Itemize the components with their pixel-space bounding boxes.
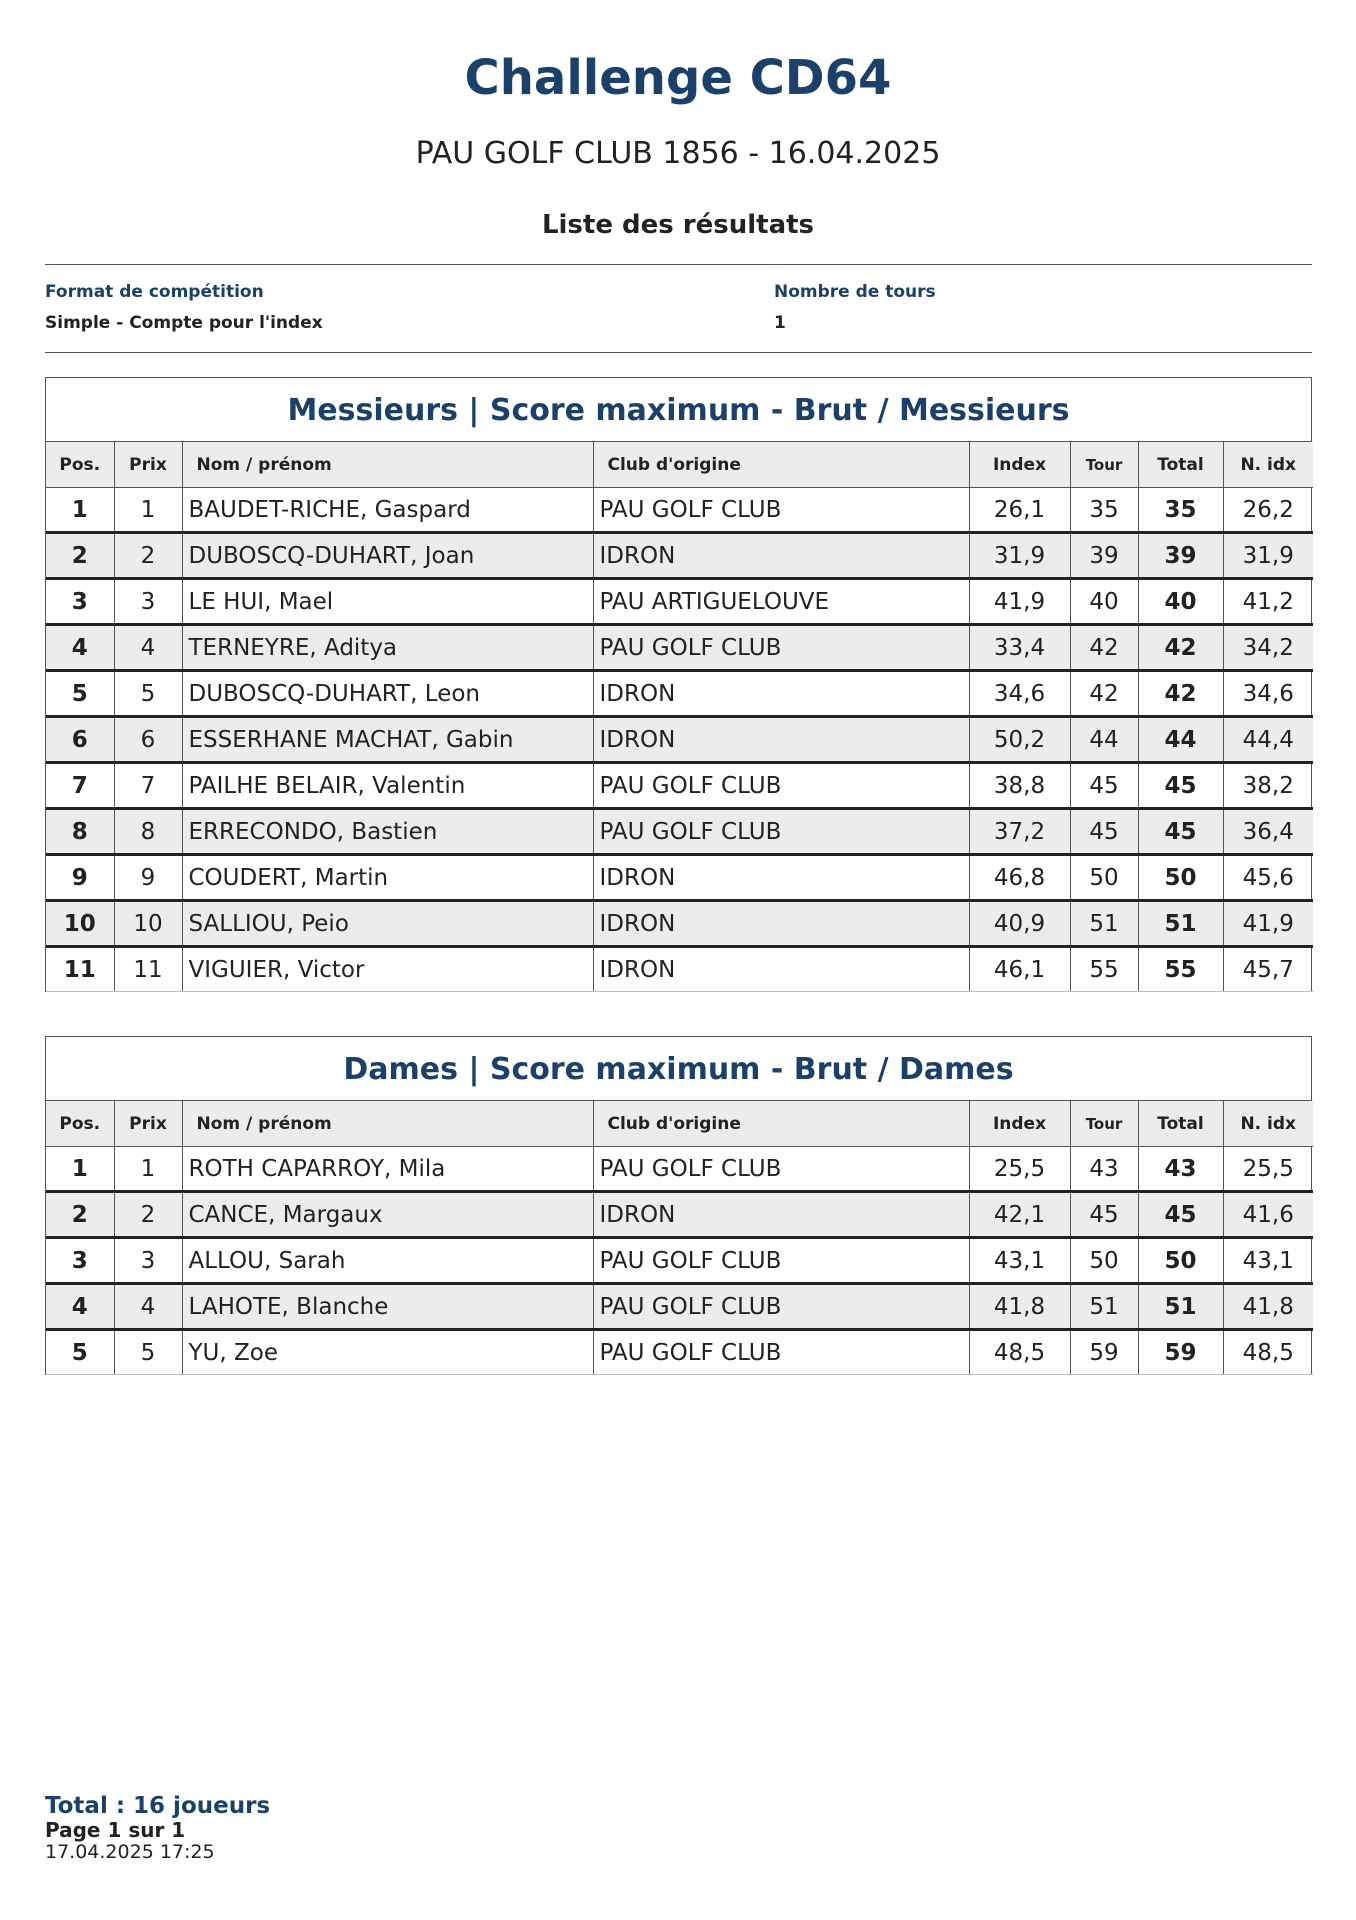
- cell-total: 45: [1138, 763, 1223, 809]
- cell-total: 51: [1138, 901, 1223, 947]
- table-row: [46, 947, 1313, 992]
- cell-tour: 43: [1070, 1147, 1138, 1192]
- cell-pos: 6: [46, 717, 114, 763]
- col-total: Total: [1138, 1101, 1223, 1147]
- table-row: [46, 533, 1313, 579]
- cell-name: PAILHE BELAIR, Valentin: [182, 763, 593, 809]
- cell-nidx: 45,7: [1223, 947, 1313, 992]
- cell-index: 46,8: [969, 855, 1070, 901]
- cell-prix: 7: [114, 763, 182, 809]
- cell-prix: 3: [114, 1238, 182, 1284]
- cell-total: 35: [1138, 488, 1223, 533]
- table-row: [46, 579, 1313, 625]
- cell-index: 40,9: [969, 901, 1070, 947]
- col-name: Nom / prénom: [182, 1101, 593, 1147]
- cell-tour: 45: [1070, 763, 1138, 809]
- cell-total: 42: [1138, 671, 1223, 717]
- cell-index: 25,5: [969, 1147, 1070, 1192]
- cell-prix: 2: [114, 533, 182, 579]
- cell-club: IDRON: [593, 671, 969, 717]
- cell-index: 37,2: [969, 809, 1070, 855]
- cell-name: COUDERT, Martin: [182, 855, 593, 901]
- cell-tour: 45: [1070, 1192, 1138, 1238]
- cell-index: 26,1: [969, 488, 1070, 533]
- col-index: Index: [969, 1101, 1070, 1147]
- cell-tour: 42: [1070, 625, 1138, 671]
- cell-nidx: 41,6: [1223, 1192, 1313, 1238]
- cell-club: PAU GOLF CLUB: [593, 763, 969, 809]
- cell-pos: 1: [46, 488, 114, 533]
- results-section-messieurs: [45, 377, 1312, 992]
- cell-prix: 11: [114, 947, 182, 992]
- cell-nidx: 36,4: [1223, 809, 1313, 855]
- page-title: Challenge CD64: [464, 50, 892, 106]
- cell-name: YU, Zoe: [182, 1330, 593, 1375]
- event-subtitle: PAU GOLF CLUB 1856 - 16.04.2025: [415, 136, 941, 171]
- cell-pos: 4: [46, 1284, 114, 1330]
- format-value: Simple - Compte pour l'index: [45, 313, 323, 333]
- cell-pos: 3: [46, 1238, 114, 1284]
- col-club: Club d'origine: [593, 1101, 969, 1147]
- footer-date: 17.04.2025 17:25: [45, 1841, 215, 1863]
- cell-prix: 1: [114, 1147, 182, 1192]
- cell-pos: 3: [46, 579, 114, 625]
- cell-pos: 2: [46, 533, 114, 579]
- table-row: [46, 488, 1313, 533]
- cell-prix: 9: [114, 855, 182, 901]
- cell-nidx: 34,2: [1223, 625, 1313, 671]
- table-row: [46, 763, 1313, 809]
- cell-club: PAU GOLF CLUB: [593, 1238, 969, 1284]
- cell-club: IDRON: [593, 1192, 969, 1238]
- cell-tour: 59: [1070, 1330, 1138, 1375]
- cell-prix: 10: [114, 901, 182, 947]
- cell-tour: 35: [1070, 488, 1138, 533]
- results-body: [46, 1147, 1313, 1375]
- col-pos: Pos.: [46, 442, 114, 488]
- cell-tour: 51: [1070, 1284, 1138, 1330]
- table-row: [46, 717, 1313, 763]
- cell-total: 42: [1138, 625, 1223, 671]
- cell-prix: 5: [114, 671, 182, 717]
- table-header-row: [46, 1101, 1313, 1147]
- col-tour: Tour: [1070, 1101, 1138, 1147]
- results-body: [46, 488, 1313, 992]
- table-row: [46, 671, 1313, 717]
- cell-tour: 50: [1070, 1238, 1138, 1284]
- cell-prix: 3: [114, 579, 182, 625]
- col-pos: Pos.: [46, 1101, 114, 1147]
- results-table: [46, 1101, 1313, 1375]
- cell-club: PAU GOLF CLUB: [593, 625, 969, 671]
- col-name: Nom / prénom: [182, 442, 593, 488]
- cell-pos: 4: [46, 625, 114, 671]
- cell-tour: 51: [1070, 901, 1138, 947]
- footer-total: Total : 16 joueurs: [45, 1793, 271, 1819]
- table-row: [46, 809, 1313, 855]
- cell-name: TERNEYRE, Aditya: [182, 625, 593, 671]
- results-section-dames: [45, 1036, 1312, 1375]
- cell-total: 50: [1138, 1238, 1223, 1284]
- tours-label: Nombre de tours: [774, 282, 936, 302]
- cell-nidx: 48,5: [1223, 1330, 1313, 1375]
- tours-value: 1: [774, 313, 786, 333]
- cell-index: 41,9: [969, 579, 1070, 625]
- cell-pos: 1: [46, 1147, 114, 1192]
- section-title: Dames | Score maximum - Brut / Dames: [46, 1037, 1311, 1101]
- cell-name: SALLIOU, Peio: [182, 901, 593, 947]
- cell-nidx: 31,9: [1223, 533, 1313, 579]
- top-divider: [45, 264, 1312, 265]
- table-row: [46, 1192, 1313, 1238]
- cell-total: 40: [1138, 579, 1223, 625]
- cell-index: 43,1: [969, 1238, 1070, 1284]
- format-label: Format de compétition: [45, 282, 264, 302]
- results-table: [46, 442, 1313, 992]
- cell-prix: 6: [114, 717, 182, 763]
- cell-nidx: 34,6: [1223, 671, 1313, 717]
- cell-nidx: 25,5: [1223, 1147, 1313, 1192]
- col-club: Club d'origine: [593, 442, 969, 488]
- cell-index: 38,8: [969, 763, 1070, 809]
- footer-page: Page 1 sur 1: [45, 1818, 186, 1842]
- cell-prix: 5: [114, 1330, 182, 1375]
- table-row: [46, 1238, 1313, 1284]
- table-row: [46, 855, 1313, 901]
- cell-tour: 42: [1070, 671, 1138, 717]
- cell-prix: 1: [114, 488, 182, 533]
- cell-tour: 40: [1070, 579, 1138, 625]
- cell-tour: 55: [1070, 947, 1138, 992]
- cell-club: IDRON: [593, 901, 969, 947]
- cell-club: PAU GOLF CLUB: [593, 488, 969, 533]
- cell-index: 48,5: [969, 1330, 1070, 1375]
- cell-total: 45: [1138, 809, 1223, 855]
- cell-pos: 8: [46, 809, 114, 855]
- col-total: Total: [1138, 442, 1223, 488]
- cell-index: 33,4: [969, 625, 1070, 671]
- col-prix: Prix: [114, 1101, 182, 1147]
- cell-total: 55: [1138, 947, 1223, 992]
- cell-name: LE HUI, Mael: [182, 579, 593, 625]
- cell-name: ALLOU, Sarah: [182, 1238, 593, 1284]
- table-row: [46, 901, 1313, 947]
- cell-nidx: 38,2: [1223, 763, 1313, 809]
- cell-club: PAU ARTIGUELOUVE: [593, 579, 969, 625]
- cell-tour: 44: [1070, 717, 1138, 763]
- cell-pos: 7: [46, 763, 114, 809]
- cell-name: LAHOTE, Blanche: [182, 1284, 593, 1330]
- cell-club: IDRON: [593, 855, 969, 901]
- table-header-row: [46, 442, 1313, 488]
- cell-club: PAU GOLF CLUB: [593, 809, 969, 855]
- table-row: [46, 625, 1313, 671]
- cell-name: DUBOSCQ-DUHART, Joan: [182, 533, 593, 579]
- cell-nidx: 41,8: [1223, 1284, 1313, 1330]
- cell-index: 31,9: [969, 533, 1070, 579]
- cell-club: PAU GOLF CLUB: [593, 1330, 969, 1375]
- cell-club: PAU GOLF CLUB: [593, 1284, 969, 1330]
- cell-club: IDRON: [593, 717, 969, 763]
- cell-total: 43: [1138, 1147, 1223, 1192]
- section-title: Messieurs | Score maximum - Brut / Messieurs: [46, 378, 1311, 442]
- col-nidx: N. idx: [1223, 1101, 1313, 1147]
- cell-pos: 10: [46, 901, 114, 947]
- cell-total: 50: [1138, 855, 1223, 901]
- cell-tour: 50: [1070, 855, 1138, 901]
- cell-index: 34,6: [969, 671, 1070, 717]
- cell-index: 46,1: [969, 947, 1070, 992]
- cell-total: 39: [1138, 533, 1223, 579]
- cell-nidx: 41,9: [1223, 901, 1313, 947]
- cell-total: 51: [1138, 1284, 1223, 1330]
- table-row: [46, 1330, 1313, 1375]
- col-prix: Prix: [114, 442, 182, 488]
- cell-nidx: 44,4: [1223, 717, 1313, 763]
- cell-name: VIGUIER, Victor: [182, 947, 593, 992]
- cell-name: ROTH CAPARROY, Mila: [182, 1147, 593, 1192]
- cell-club: IDRON: [593, 533, 969, 579]
- meta-divider: [45, 352, 1312, 353]
- cell-name: ESSERHANE MACHAT, Gabin: [182, 717, 593, 763]
- cell-club: PAU GOLF CLUB: [593, 1147, 969, 1192]
- cell-prix: 4: [114, 625, 182, 671]
- cell-total: 45: [1138, 1192, 1223, 1238]
- cell-index: 50,2: [969, 717, 1070, 763]
- cell-index: 41,8: [969, 1284, 1070, 1330]
- cell-prix: 8: [114, 809, 182, 855]
- cell-pos: 2: [46, 1192, 114, 1238]
- cell-name: BAUDET-RICHE, Gaspard: [182, 488, 593, 533]
- cell-tour: 39: [1070, 533, 1138, 579]
- cell-prix: 2: [114, 1192, 182, 1238]
- col-index: Index: [969, 442, 1070, 488]
- list-title: Liste des résultats: [541, 210, 815, 240]
- cell-total: 44: [1138, 717, 1223, 763]
- cell-pos: 5: [46, 671, 114, 717]
- col-tour: Tour: [1070, 442, 1138, 488]
- cell-pos: 5: [46, 1330, 114, 1375]
- cell-nidx: 41,2: [1223, 579, 1313, 625]
- cell-name: CANCE, Margaux: [182, 1192, 593, 1238]
- table-row: [46, 1147, 1313, 1192]
- cell-pos: 11: [46, 947, 114, 992]
- cell-tour: 45: [1070, 809, 1138, 855]
- cell-pos: 9: [46, 855, 114, 901]
- cell-total: 59: [1138, 1330, 1223, 1375]
- cell-prix: 4: [114, 1284, 182, 1330]
- table-row: [46, 1284, 1313, 1330]
- cell-name: DUBOSCQ-DUHART, Leon: [182, 671, 593, 717]
- cell-name: ERRECONDO, Bastien: [182, 809, 593, 855]
- cell-nidx: 45,6: [1223, 855, 1313, 901]
- cell-club: IDRON: [593, 947, 969, 992]
- cell-nidx: 43,1: [1223, 1238, 1313, 1284]
- cell-nidx: 26,2: [1223, 488, 1313, 533]
- cell-index: 42,1: [969, 1192, 1070, 1238]
- col-nidx: N. idx: [1223, 442, 1313, 488]
